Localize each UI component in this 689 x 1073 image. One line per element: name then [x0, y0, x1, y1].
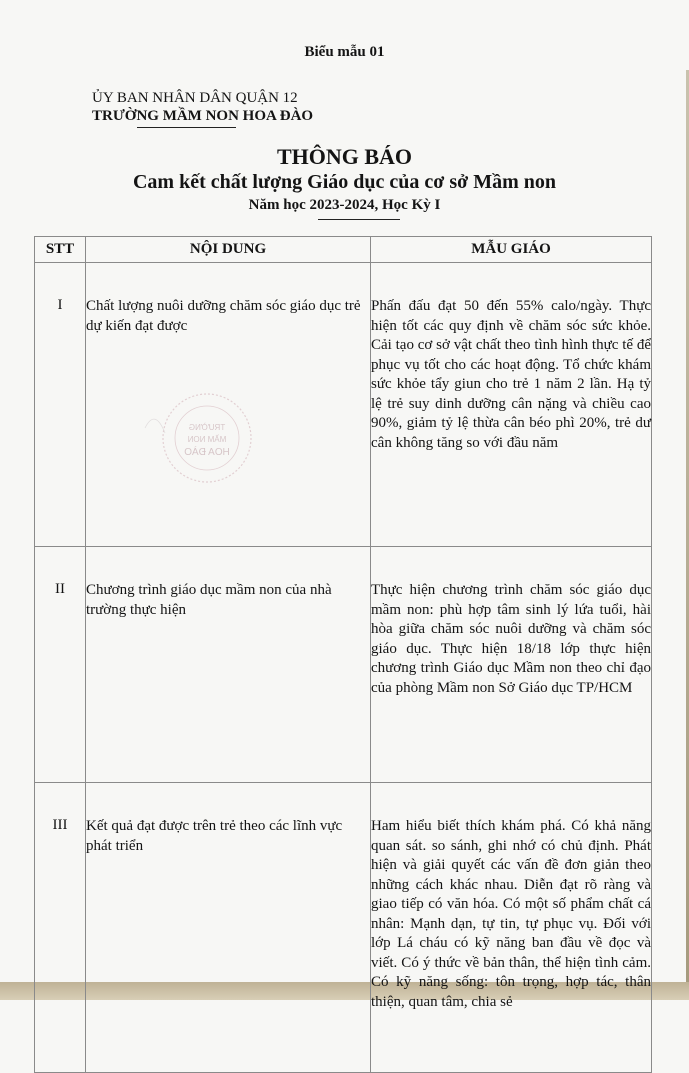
header-stt: STT — [35, 237, 86, 263]
table-row — [35, 547, 652, 783]
stamp-line: HOA ĐÀO — [184, 447, 230, 458]
row-kindergarten: Thực hiện chương trình chăm sóc giáo dục mầm non: phù hợp tâm sinh lý lứa tuổi, hài hòa giữa chăm sóc nuôi dưỡng và chăm sóc giáo dục. Thực hiện 18/18 lớp thực hiện chương trình Giáo dục Mầm non theo chỉ đạo của phòng Mầm non Sở Giáo dục TP/HCM — [371, 547, 652, 783]
page-title: THÔNG BÁO — [276, 144, 413, 169]
row-kindergarten: Ham hiểu biết thích khám phá. Có khả năng quan sát. so sánh, ghi nhớ có chủ định. Phát hiện và giải quyết các vấn đề đơn giản theo những cách khác nhau. Diễn đạt rõ ràng và giao tiếp có văn hóa. Có một số phẩm chất cá nhân: Mạnh dạn, tự tin, tự phục vụ. Đối với lớp Lá cháu có kỹ năng ban đầu về đọc và viết. Có ý thức về bản thân, thể hiện tình cảm. Có kỹ năng sống: tôn trọng, hợp tác, thân thiện, quan tâm, chia sẻ — [371, 783, 652, 1073]
school-year: Năm học 2023-2024, Học Kỳ I — [248, 197, 441, 213]
page-subtitle: Cam kết chất lượng Giáo dục của cơ sở Mầm non — [132, 171, 556, 193]
header-content: NỘI DUNG — [86, 237, 371, 263]
table-row — [35, 783, 652, 1073]
title-underline — [318, 219, 400, 220]
commitment-table — [34, 236, 652, 1073]
header-kindergarten: MẪU GIÁO — [371, 237, 652, 263]
org-underline — [137, 127, 236, 128]
table-header-row — [35, 237, 652, 263]
organization-header — [92, 89, 313, 125]
row-kindergarten: Phấn đấu đạt 50 đến 55% calo/ngày. Thực hiện tốt các quy định về chăm sóc sức khỏe. Cải tạo cơ sở vật chất theo tình hình thực tế để phục vụ tốt cho các hoạt động. Tổ chức khám sức khỏe tẩy giun cho trẻ 1 năm 2 lần. Hạ tỷ lệ trẻ suy dinh dưỡng cân nặng và chiều cao 90%, giảm tỷ lệ thừa cân béo phì 20%, trẻ dư cân không tăng so với đầu năm — [371, 263, 652, 547]
form-label: Biểu mẫu 01 — [304, 44, 385, 60]
row-stt: II — [35, 547, 86, 783]
row-stt: III — [35, 783, 86, 1073]
school-stamp-bleedthrough — [135, 388, 265, 488]
row-content: Chất lượng nuôi dưỡng chăm sóc giáo dục trẻ dự kiến đạt được — [86, 263, 371, 547]
stamp-line: MẦM NON — [187, 435, 227, 444]
parent-organization: ỦY BAN NHÂN DÂN QUẬN 12 — [92, 90, 298, 106]
table-row — [35, 263, 652, 547]
row-stt: I — [35, 263, 86, 547]
row-content: Kết quả đạt được trên trẻ theo các lĩnh vực phát triển — [86, 783, 371, 1073]
school-name: TRƯỜNG MẦM NON HOA ĐÀO — [92, 108, 314, 124]
title-block — [0, 143, 689, 216]
stamp-line: TRƯỜNG — [188, 423, 226, 432]
row-content: Chương trình giáo dục mầm non của nhà trường thực hiện — [86, 547, 371, 783]
